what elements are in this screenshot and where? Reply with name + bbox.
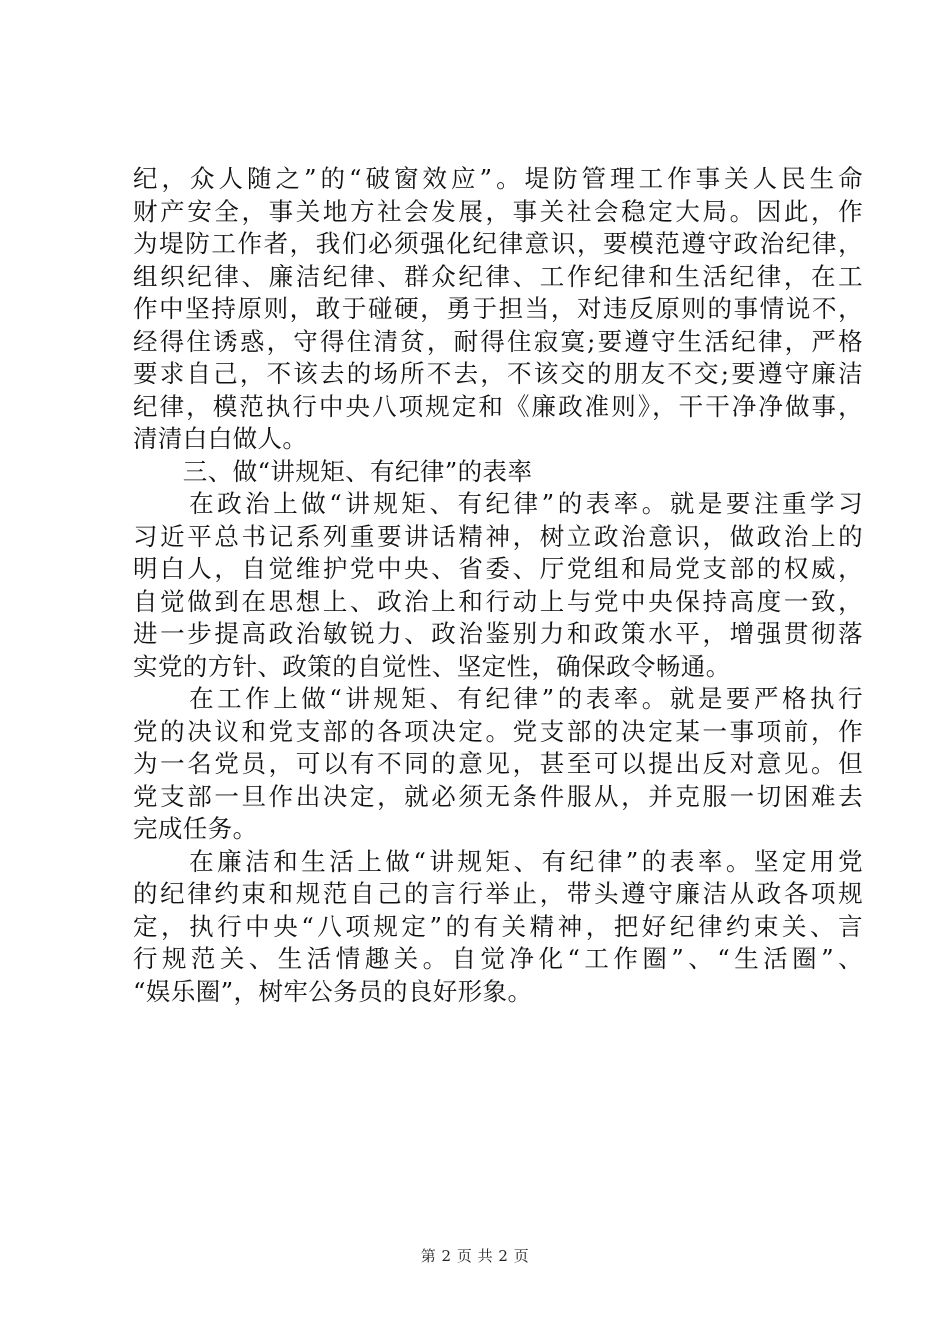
text-line: 进一步提高政治敏锐力、政治鉴别力和政策水平，增强贯彻落: [133, 619, 863, 648]
text-line: 纪律，模范执行中央八项规定和《廉政准则》，干干净净做事，: [133, 391, 863, 421]
text-line: 要求自己，不该去的场所不去，不该交的朋友不交;要遵守廉洁: [133, 359, 863, 388]
text-line: 定，执行中央“八项规定”的有关精神，把好纪律约束关、言: [133, 911, 863, 941]
text-line: 在工作上做“讲规矩、有纪律”的表率。就是要严格执行: [133, 684, 863, 713]
text-line: 党的决议和党支部的各项决定。党支部的决定某一事项前，作: [133, 716, 863, 746]
text-line: 组织纪律、廉洁纪律、群众纪律、工作纪律和生活纪律，在工: [133, 261, 863, 291]
text-line: 财产安全，事关地方社会发展，事关社会稳定大局。因此，作: [133, 196, 863, 226]
text-line: 三、做“讲规矩、有纪律”的表率: [133, 456, 533, 486]
text-line: 在政治上做“讲规矩、有纪律”的表率。就是要注重学习: [133, 489, 863, 518]
text-line: 明白人，自觉维护党中央、省委、厅党组和局党支部的权威，: [133, 554, 863, 583]
page-footer: 第 2 页 共 2 页: [420, 1247, 530, 1265]
text-line: 习近平总书记系列重要讲话精神，树立政治意识，做政治上的: [133, 521, 863, 551]
text-line: 实党的方针、政策的自觉性、坚定性，确保政令畅通。: [133, 651, 731, 681]
text-line: 党支部一旦作出决定，就必须无条件服从，并克服一切困难去: [133, 781, 863, 811]
text-line: 为一名党员，可以有不同的意见，甚至可以提出反对意见。但: [133, 749, 863, 778]
text-line: “娱乐圈”，树牢公务员的良好形象。: [133, 976, 533, 1006]
text-line: 的纪律约束和规范自己的言行举止，带头遵守廉洁从政各项规: [133, 879, 863, 908]
text-line: 经得住诱惑，守得住清贫，耐得住寂寞;要遵守生活纪律，严格: [133, 326, 863, 356]
text-line: 纪，众人随之”的“破窗效应”。堤防管理工作事关人民生命: [133, 164, 863, 193]
text-line: 完成任务。: [133, 814, 258, 843]
text-line: 在廉洁和生活上做“讲规矩、有纪律”的表率。坚定用党: [133, 846, 863, 876]
text-line: 清清白白做人。: [133, 424, 308, 453]
text-line: 作中坚持原则，敢于碰硬，勇于担当，对违反原则的事情说不，: [133, 294, 863, 323]
text-line: 自觉做到在思想上、政治上和行动上与党中央保持高度一致，: [133, 586, 863, 616]
document-body: [133, 163, 863, 1008]
text-line: 行规范关、生活情趣关。自觉净化“工作圈”、“生活圈”、: [133, 944, 863, 973]
text-line: 为堤防工作者，我们必须强化纪律意识，要模范遵守政治纪律，: [133, 229, 863, 258]
